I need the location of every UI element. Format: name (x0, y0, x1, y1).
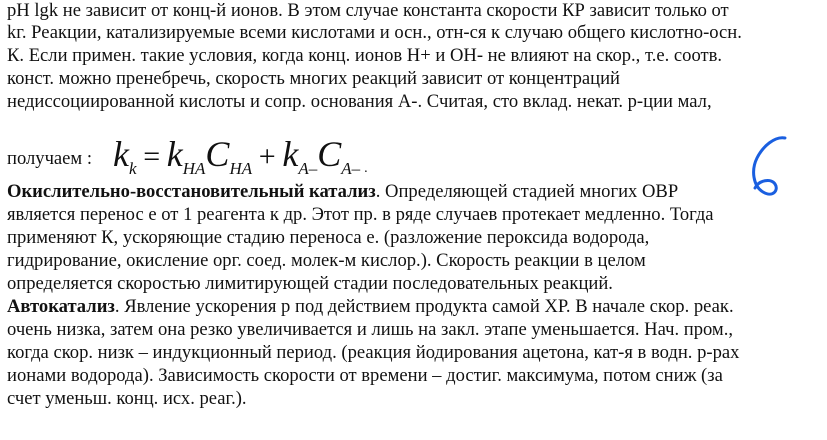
formula-k-a-sub: A– (298, 159, 318, 178)
formula-c-a-sub: A– (341, 159, 361, 178)
text-line-5: недиссоциированной кислоты и сопр. основания А-. Считая, сто вклад. некат. р-ции мал, (7, 91, 712, 112)
formula-equals: = (143, 140, 161, 173)
redox-line-3: применяют К, ускоряющие стадию переноса е. (разложение пероксида водорода, (7, 227, 650, 248)
formula-plus: + (258, 140, 276, 173)
redox-line-2: является перенос е от 1 реагента к др. Этот пр. в ряде случаев протекает медленно. Тогда (7, 204, 714, 225)
text-line-4: конст. можно пренебречь, скорость многих реакций зависит от концентраций (7, 68, 621, 89)
text-line-1: pH lgk не зависит от конц-й ионов. В этом случае константа скорости КР зависит только от (7, 0, 729, 21)
formula-lead: получаем : (7, 148, 93, 169)
autocatalysis-line-5: счет уменьш. конц. исх. реаг.). (7, 388, 247, 409)
formula-lhs: k (113, 134, 129, 174)
handwritten-scribble-icon (745, 132, 805, 212)
formula-lhs-sub: k (128, 159, 137, 178)
formula-end: . (364, 161, 368, 176)
redox-line-4: гидрирование, окисление орг. соед. молек-м кислор.). Скорость реакции в целом (7, 250, 646, 271)
redox-paragraph-line-1 (7, 181, 678, 203)
formula-c-ha-sub: HA (229, 159, 253, 178)
autocatalysis-line-2: очень низка, затем она резко увеличивается и лишь на закл. этапе уменьшается. Нач. пром., (7, 319, 733, 340)
autocatalysis-first-rest: . Явление ускорения р под действием продукта самой ХР. В начале скор. реак. (114, 296, 734, 317)
redox-first-rest: . Определяющей стадией многих ОВР (375, 181, 679, 202)
text-line-3: К. Если примен. такие условия, когда конц. ионов Н+ и ОН- не влияют на скор., т.е. соотв. (7, 45, 723, 66)
formula-k-ha-sub: HA (182, 159, 206, 178)
autocatalysis-heading: Автокатализ (7, 296, 115, 317)
redox-line-5: определяется скоростью лимитирующей стадии последовательных реакций. (7, 273, 613, 294)
redox-heading: Окислительно-восстановительный катализ (7, 181, 376, 202)
formula-c-a: C (317, 134, 342, 174)
autocatalysis-line-3: когда скор. низк – индукционный период. (реакция йодирования ацетона, кат-я в водн. р-рах (7, 342, 740, 363)
formula-k-ha: k (166, 134, 183, 174)
rate-formula (113, 132, 368, 176)
formula-c-ha: C (205, 134, 230, 174)
autocatalysis-line-4: ионами водорода). Зависимость скорости от времени – достиг. максимума, потом сниж (за (7, 365, 723, 386)
formula-k-a: k (282, 134, 299, 174)
text-line-2: kг. Реакции, катализируемые всеми кислотами и осн., отн-ся к случаю общего кислотно-осн. (7, 22, 742, 43)
autocatalysis-paragraph-line-1 (7, 296, 734, 318)
